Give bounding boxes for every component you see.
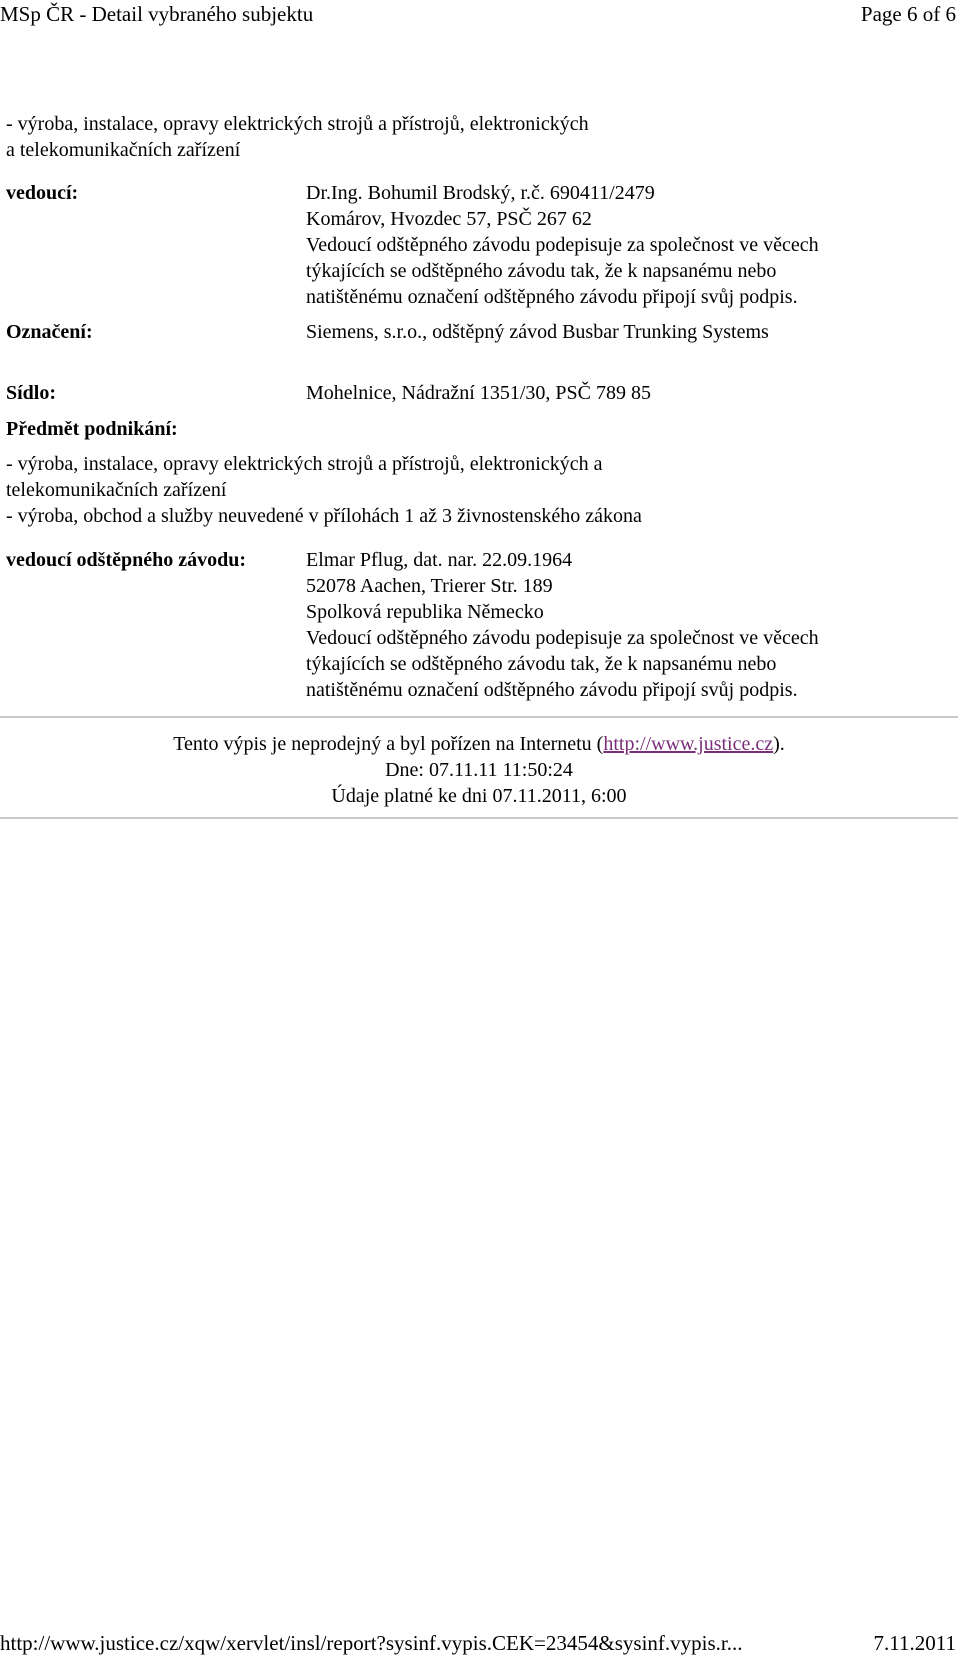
divider-bottom (0, 817, 958, 819)
designation-value: Siemens, s.r.o., odštěpný závod Busbar Trunking Systems (306, 321, 769, 343)
footer-url: http://www.justice.cz/xqw/xervlet/insl/report?sysinf.vypis.CEK=23454&sysinf.vypis.r... (0, 1631, 743, 1655)
divider-top (0, 716, 958, 718)
branch-manager-line: týkajících se odštěpného závodu tak, že k napsanému nebo (306, 653, 777, 675)
manager-line: natištěnému označení odštěpného závodu připojí svůj podpis. (306, 286, 798, 308)
activity-line-2: a telekomunikačních zařízení (6, 139, 241, 161)
page-number: Page 6 of 6 (860, 2, 956, 26)
branch-manager-line: Spolková republika Německo (306, 601, 544, 623)
notice-date: Dne: 07.11.11 11:50:24 (385, 759, 573, 781)
manager-label: vedoucí: (6, 182, 79, 204)
justice-link[interactable]: http://www.justice.cz (603, 733, 774, 755)
footer-date: 7.11.2011 (873, 1631, 956, 1655)
notice-suffix: ). (773, 733, 785, 755)
seat-value: Mohelnice, Nádražní 1351/30, PSČ 789 85 (306, 382, 651, 404)
manager-line: Dr.Ing. Bohumil Brodský, r.č. 690411/2479 (306, 182, 655, 204)
business-line: telekomunikačních zařízení (6, 479, 227, 501)
notice-prefix: Tento výpis je neprodejný a byl pořízen na Internetu ( (173, 733, 604, 755)
branch-manager-line: 52078 Aachen, Trierer Str. 189 (306, 575, 553, 597)
notice-valid: Údaje platné ke dni 07.11.2011, 6:00 (331, 785, 627, 807)
business-line: - výroba, instalace, opravy elektrických strojů a přístrojů, elektronických a (6, 453, 603, 475)
business-line: - výroba, obchod a služby neuvedené v přílohách 1 až 3 živnostenského zákona (6, 505, 642, 527)
manager-line: Komárov, Hvozdec 57, PSČ 267 62 (306, 208, 592, 230)
branch-manager-line: Vedoucí odštěpného závodu podepisuje za společnost ve věcech (306, 627, 819, 649)
manager-line: Vedoucí odštěpného závodu podepisuje za společnost ve věcech (306, 234, 819, 256)
branch-manager-line: natištěnému označení odštěpného závodu připojí svůj podpis. (306, 679, 798, 701)
page-header-title: MSp ČR - Detail vybraného subjektu (0, 2, 314, 26)
branch-manager-line: Elmar Pflug, dat. nar. 22.09.1964 (306, 549, 573, 571)
branch-manager-label: vedoucí odštěpného závodu: (6, 549, 247, 571)
manager-line: týkajících se odštěpného závodu tak, že k napsanému nebo (306, 260, 777, 282)
seat-label: Sídlo: (6, 382, 57, 404)
designation-label: Označení: (6, 321, 93, 343)
business-label: Předmět podnikání: (6, 418, 178, 440)
activity-line-1: - výroba, instalace, opravy elektrických strojů a přístrojů, elektronických (6, 113, 589, 135)
notice-line (0, 731, 958, 757)
